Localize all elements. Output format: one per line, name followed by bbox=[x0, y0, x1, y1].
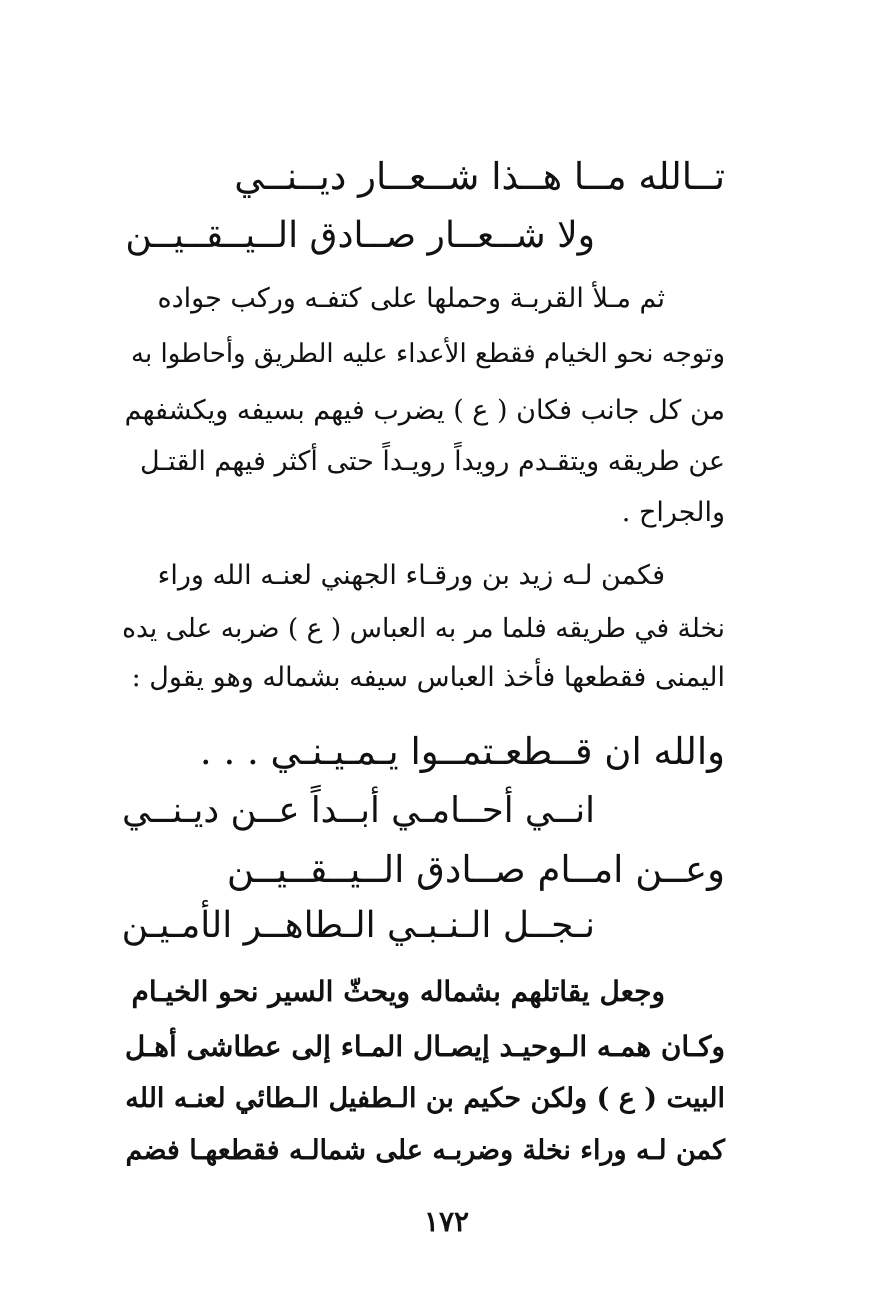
verse-line: نـجــل الـنـبـي الـطاهــر الأمـيـن bbox=[121, 905, 595, 946]
paragraph-line: فكمن لـه زيد بن ورقـاء الجهني لعنـه الله وراء bbox=[157, 560, 665, 591]
paragraph-line: كمن لـه وراء نخلة وضربـه على شمالـه فقطعهـا فضم bbox=[125, 1135, 725, 1166]
paragraph-line: ثم مـلأ القربـة وحملها على كتفـه وركب جواده bbox=[157, 283, 665, 314]
paragraph-line: اليمنى فقطعها فأخذ العباس سيفه بشماله وهو يقول : bbox=[131, 662, 725, 693]
paragraph-line: وكـان همـه الـوحيـد إيصـال المـاء إلى عطاشى أهـل bbox=[124, 1030, 725, 1063]
paragraph-line: من كل جانب فكان ( ع ) يضرب فيهم بسيفه ويكشفهم bbox=[124, 395, 725, 426]
verse-line: انــي أحــامـي أبــداً عــن ديـنــي bbox=[122, 790, 595, 831]
paragraph-line: نخلة في طريقه فلما مر به العباس ( ع ) ضربه على يده bbox=[122, 613, 725, 644]
paragraph-line: البيت ( ع ) ولكن حكيم بن الـطفيل الـطائي لعنـه الله bbox=[125, 1083, 725, 1114]
paragraph-line: وتوجه نحو الخيام فقطع الأعداء عليه الطريق وأحاطوا به bbox=[131, 339, 725, 369]
verse-line: والله ان قــطعـتمــوا يـمـيـنـي . . . bbox=[199, 730, 725, 773]
paragraph-line: عن طريقه ويتقـدم رويداً رويـداً حتى أكثر فيهم القتـل bbox=[139, 446, 725, 477]
verse-line: ولا شــعــار صــادق الــيــقــيــن bbox=[125, 215, 595, 256]
verse-line: وعــن امــام صــادق الــيــقــيــن bbox=[226, 848, 725, 891]
page-number: ١٧٢ bbox=[423, 1205, 470, 1238]
verse-line: تــالله مــا هــذا شــعــار ديــنــي bbox=[234, 155, 725, 198]
paragraph-line: والجراح . bbox=[621, 497, 725, 528]
paragraph-line: وجعل يقاتلهم بشماله ويحثّ السير نحو الخيـام bbox=[131, 975, 665, 1008]
